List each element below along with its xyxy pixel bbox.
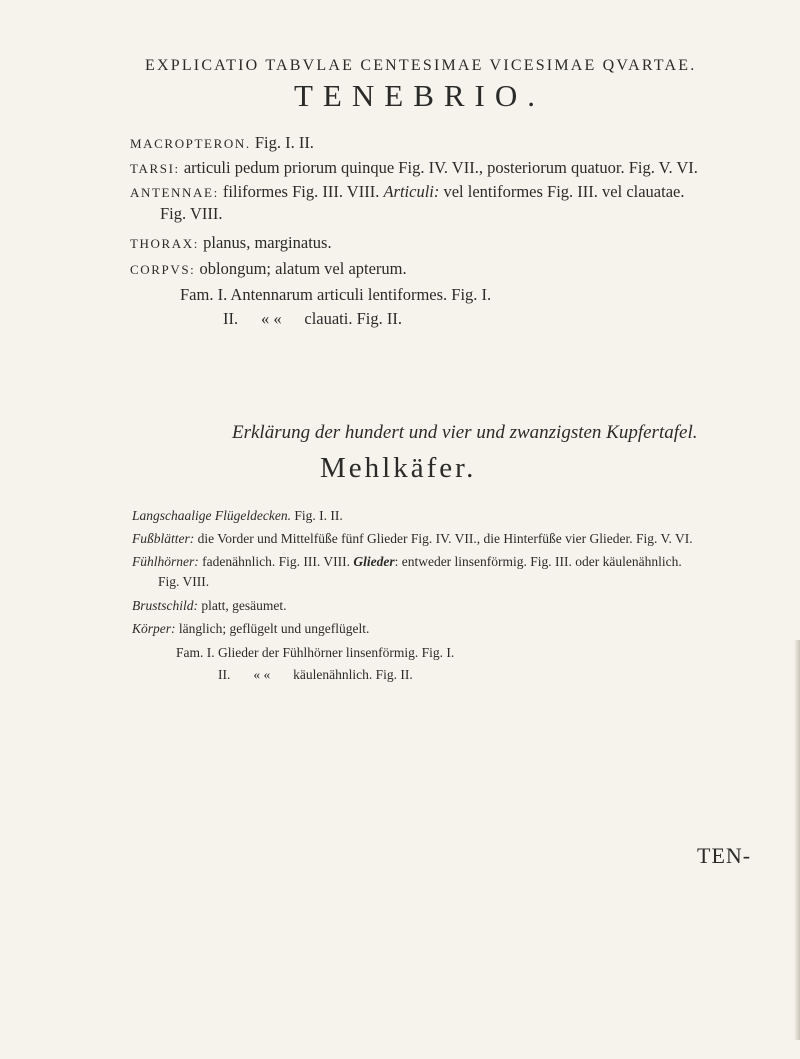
- text: Fig. I. II.: [294, 508, 343, 523]
- text: filiformes Fig. III. VIII.: [222, 182, 380, 201]
- label: ANTENNAE:: [130, 185, 219, 200]
- text: platt, gesäumet.: [201, 598, 287, 613]
- text: käulenähnlich. Fig. II.: [293, 667, 413, 682]
- latin-tarsi: [130, 158, 698, 178]
- text: : entweder linsenförmig. Fig. III. oder käulenähnlich.: [394, 554, 682, 569]
- label: Fühlhörner:: [132, 554, 199, 569]
- latin-thorax: [130, 233, 332, 253]
- german-title: Mehlkäfer.: [320, 452, 477, 484]
- latin-family-2: [223, 309, 402, 329]
- label: Brustschild:: [132, 598, 198, 613]
- german-fuehlhoerner: [132, 554, 682, 570]
- text: länglich; geflügelt und ungeflügelt.: [178, 621, 370, 636]
- latin-family-1: Fam. I. Antennarum articuli lentiformes. Fig. I.: [180, 285, 492, 304]
- label: THORAX:: [130, 236, 199, 251]
- italic-text: Articuli:: [383, 182, 440, 201]
- label: TARSI:: [130, 161, 180, 176]
- label: CORPVS:: [130, 262, 196, 277]
- latin-antennae-cont: Fig. VIII.: [160, 204, 223, 223]
- german-fuehlhoerner-cont: Fig. VIII.: [158, 574, 210, 589]
- label: Langschaalige Flügeldecken.: [132, 508, 291, 523]
- latin-antennae: [130, 182, 684, 202]
- german-koerper: [132, 621, 369, 637]
- latin-macropteron: [130, 133, 314, 153]
- text: die Vorder und Mittelfüße fünf Glieder Fig. IV. VII., die Hinterfüße vier Glieder. Fig. V. VI.: [197, 531, 693, 546]
- text: clauati. Fig. II.: [304, 309, 402, 328]
- ditto-marks: « «: [253, 667, 271, 682]
- label: Fußblätter:: [132, 531, 195, 546]
- latin-running-header: EXPLICATIO TABVLAE CENTESIMAE VICESIMAE QVARTAE.: [145, 57, 697, 74]
- german-family-2: [218, 667, 413, 683]
- german-family-1: Fam. I. Glieder der Fühlhörner linsenförmig. Fig. I.: [176, 645, 455, 660]
- text: articuli pedum priorum quinque Fig. IV. VII., posteriorum quatuor. Fig. V. VI.: [183, 158, 698, 177]
- number: II.: [223, 309, 239, 328]
- text: vel lentiformes Fig. III. vel clauatae.: [443, 182, 685, 201]
- catchword: TEN-: [697, 843, 752, 868]
- label: Körper:: [132, 621, 176, 636]
- ditto-marks: « «: [260, 309, 282, 328]
- label: MACROPTERON.: [130, 136, 251, 151]
- bold-italic-text: Glieder: [353, 554, 395, 569]
- german-heading: Erklärung der hundert und vier und zwanzigsten Kupfertafel.: [232, 422, 698, 443]
- latin-corpus: [130, 259, 407, 279]
- latin-title: TENEBRIO.: [294, 78, 546, 113]
- text: Fig. I. II.: [254, 133, 314, 152]
- text: planus, marginatus.: [203, 233, 332, 252]
- text: oblongum; alatum vel apterum.: [199, 259, 407, 278]
- german-brustschild: [132, 598, 286, 614]
- page-edge-shadow: [794, 640, 800, 1040]
- german-langschaalige: [132, 508, 343, 524]
- german-fussblaetter: [132, 531, 693, 547]
- text: fadenähnlich. Fig. III. VIII.: [202, 554, 350, 569]
- number: II.: [218, 667, 231, 682]
